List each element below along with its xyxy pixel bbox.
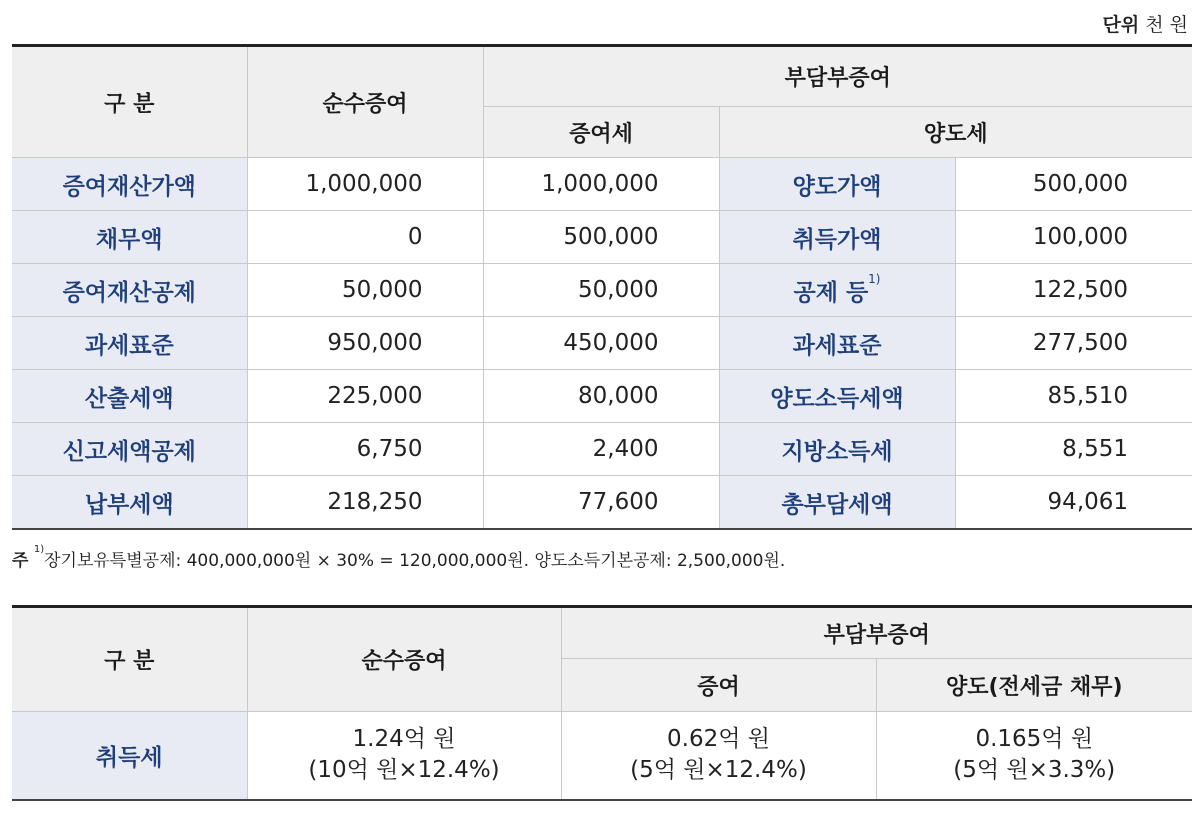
table-row bbox=[12, 423, 1192, 476]
tax-comparison-table bbox=[12, 44, 1192, 530]
gift-tax-value-text: 2,400 bbox=[592, 436, 659, 462]
transfer-label bbox=[719, 370, 955, 423]
gift-tax-value bbox=[483, 158, 719, 211]
transfer-label bbox=[719, 264, 955, 317]
transfer-label bbox=[719, 158, 955, 211]
t2-pure-gift-cell bbox=[247, 712, 561, 800]
t2-header-pure-gift: 순수증여 bbox=[247, 607, 561, 712]
table-row bbox=[12, 476, 1192, 530]
row-label bbox=[12, 423, 247, 476]
transfer-value bbox=[955, 158, 1192, 211]
transfer-value-text: 85,510 bbox=[1047, 383, 1129, 409]
pure-gift-value-text: 225,000 bbox=[327, 383, 423, 409]
header-category: 구 분 bbox=[12, 46, 247, 158]
transfer-label bbox=[719, 211, 955, 264]
transfer-label-text: 과세표준 bbox=[792, 332, 882, 359]
gift-tax-value bbox=[483, 476, 719, 530]
t2-gift-cell bbox=[561, 712, 876, 800]
pure-gift-value bbox=[247, 317, 483, 370]
row-label-text: 산출세액 bbox=[84, 385, 174, 412]
row-label bbox=[12, 264, 247, 317]
transfer-value-text: 100,000 bbox=[1032, 224, 1129, 250]
transfer-value bbox=[955, 317, 1192, 370]
row-label bbox=[12, 476, 247, 530]
t2-transfer-cell bbox=[876, 712, 1192, 800]
table-row bbox=[12, 158, 1192, 211]
gift-tax-value bbox=[483, 211, 719, 264]
gift-tax-value-text: 450,000 bbox=[563, 330, 659, 356]
t2-header-burden-gift: 부담부증여 bbox=[561, 607, 1192, 659]
pure-gift-value-text: 218,250 bbox=[327, 489, 423, 515]
transfer-value bbox=[955, 264, 1192, 317]
transfer-value bbox=[955, 476, 1192, 530]
footnote bbox=[12, 546, 785, 571]
gift-tax-value-text: 77,600 bbox=[578, 489, 659, 515]
table-row bbox=[12, 211, 1192, 264]
footnote-text: 장기보유특별공제: 400,000,000원 × 30% = 120,000,000원. 양도소득기본공제: 2,500,000원. bbox=[44, 551, 786, 571]
transfer-label bbox=[719, 423, 955, 476]
gift-tax-value-text: 500,000 bbox=[563, 224, 659, 250]
row-label bbox=[12, 317, 247, 370]
header-burden-gift: 부담부증여 bbox=[483, 46, 1192, 107]
header-transfer-tax: 양도세 bbox=[719, 107, 1192, 158]
t2-pure-formula: (10억 원×12.4%) bbox=[308, 757, 500, 784]
footnote-marker: 1) bbox=[868, 271, 881, 286]
gift-tax-value bbox=[483, 317, 719, 370]
unit-label bbox=[1102, 10, 1188, 37]
t2-header-gift: 증여 bbox=[561, 659, 876, 712]
transfer-value-text: 500,000 bbox=[1032, 171, 1129, 197]
row-label-text: 증여재산공제 bbox=[62, 279, 196, 306]
transfer-value bbox=[955, 423, 1192, 476]
gift-tax-value-text: 80,000 bbox=[578, 383, 659, 409]
t2-gift-formula: (5억 원×12.4%) bbox=[630, 757, 807, 784]
transfer-value-text: 277,500 bbox=[1032, 330, 1129, 356]
footnote-prefix: 주 bbox=[12, 551, 29, 571]
pure-gift-value bbox=[247, 370, 483, 423]
t2-header-transfer: 양도(전세금 채무) bbox=[876, 659, 1192, 712]
unit-value: 천 원 bbox=[1145, 14, 1188, 36]
pure-gift-value-text: 6,750 bbox=[356, 436, 423, 462]
pure-gift-value bbox=[247, 158, 483, 211]
t2-row-label: 취득세 bbox=[12, 712, 247, 800]
transfer-label bbox=[719, 317, 955, 370]
gift-tax-value-text: 50,000 bbox=[578, 277, 659, 303]
pure-gift-value-text: 1,000,000 bbox=[305, 171, 423, 197]
transfer-label-text: 총부담세액 bbox=[781, 491, 893, 518]
row-label-text: 과세표준 bbox=[84, 332, 174, 359]
transfer-label bbox=[719, 476, 955, 530]
transfer-label-text: 공제 등 bbox=[793, 279, 869, 306]
transfer-label-text: 취득가액 bbox=[792, 226, 882, 253]
pure-gift-value-text: 50,000 bbox=[342, 277, 423, 303]
pure-gift-value bbox=[247, 264, 483, 317]
pure-gift-value-text: 950,000 bbox=[327, 330, 423, 356]
transfer-value-text: 122,500 bbox=[1032, 277, 1129, 303]
gift-tax-value bbox=[483, 264, 719, 317]
gift-tax-value bbox=[483, 370, 719, 423]
transfer-value-text: 8,551 bbox=[1062, 436, 1129, 462]
row-label-text: 납부세액 bbox=[84, 491, 174, 518]
row-label-text: 신고세액공제 bbox=[62, 438, 196, 465]
transfer-label-text: 양도가액 bbox=[792, 173, 882, 200]
t2-gift-amount: 0.62억 원 bbox=[667, 726, 770, 753]
header-pure-gift: 순수증여 bbox=[247, 46, 483, 158]
table-row bbox=[12, 264, 1192, 317]
header-gift-tax: 증여세 bbox=[483, 107, 719, 158]
row-label bbox=[12, 211, 247, 264]
footnote-marker: 1) bbox=[33, 544, 45, 555]
t2-pure-amount: 1.24억 원 bbox=[352, 726, 456, 753]
gift-tax-value-text: 1,000,000 bbox=[541, 171, 659, 197]
row-label bbox=[12, 370, 247, 423]
table1-body bbox=[12, 158, 1192, 530]
row-label-text: 채무액 bbox=[95, 226, 163, 253]
gift-tax-value bbox=[483, 423, 719, 476]
row-label bbox=[12, 158, 247, 211]
transfer-value bbox=[955, 211, 1192, 264]
table-row bbox=[12, 317, 1192, 370]
t2-header-category: 구 분 bbox=[12, 607, 247, 712]
table-row bbox=[12, 370, 1192, 423]
pure-gift-value bbox=[247, 423, 483, 476]
pure-gift-value bbox=[247, 211, 483, 264]
unit-title: 단위 bbox=[1102, 14, 1140, 36]
transfer-value-text: 94,061 bbox=[1047, 489, 1129, 515]
transfer-label-text: 양도소득세액 bbox=[770, 385, 904, 412]
pure-gift-value bbox=[247, 476, 483, 530]
t2-transfer-formula: (5억 원×3.3%) bbox=[953, 757, 1116, 784]
transfer-value bbox=[955, 370, 1192, 423]
row-label-text: 증여재산가액 bbox=[62, 173, 196, 200]
transfer-label-text: 지방소득세 bbox=[781, 438, 893, 465]
acquisition-tax-table bbox=[12, 605, 1192, 801]
t2-transfer-amount: 0.165억 원 bbox=[975, 726, 1094, 753]
pure-gift-value-text: 0 bbox=[407, 224, 423, 250]
